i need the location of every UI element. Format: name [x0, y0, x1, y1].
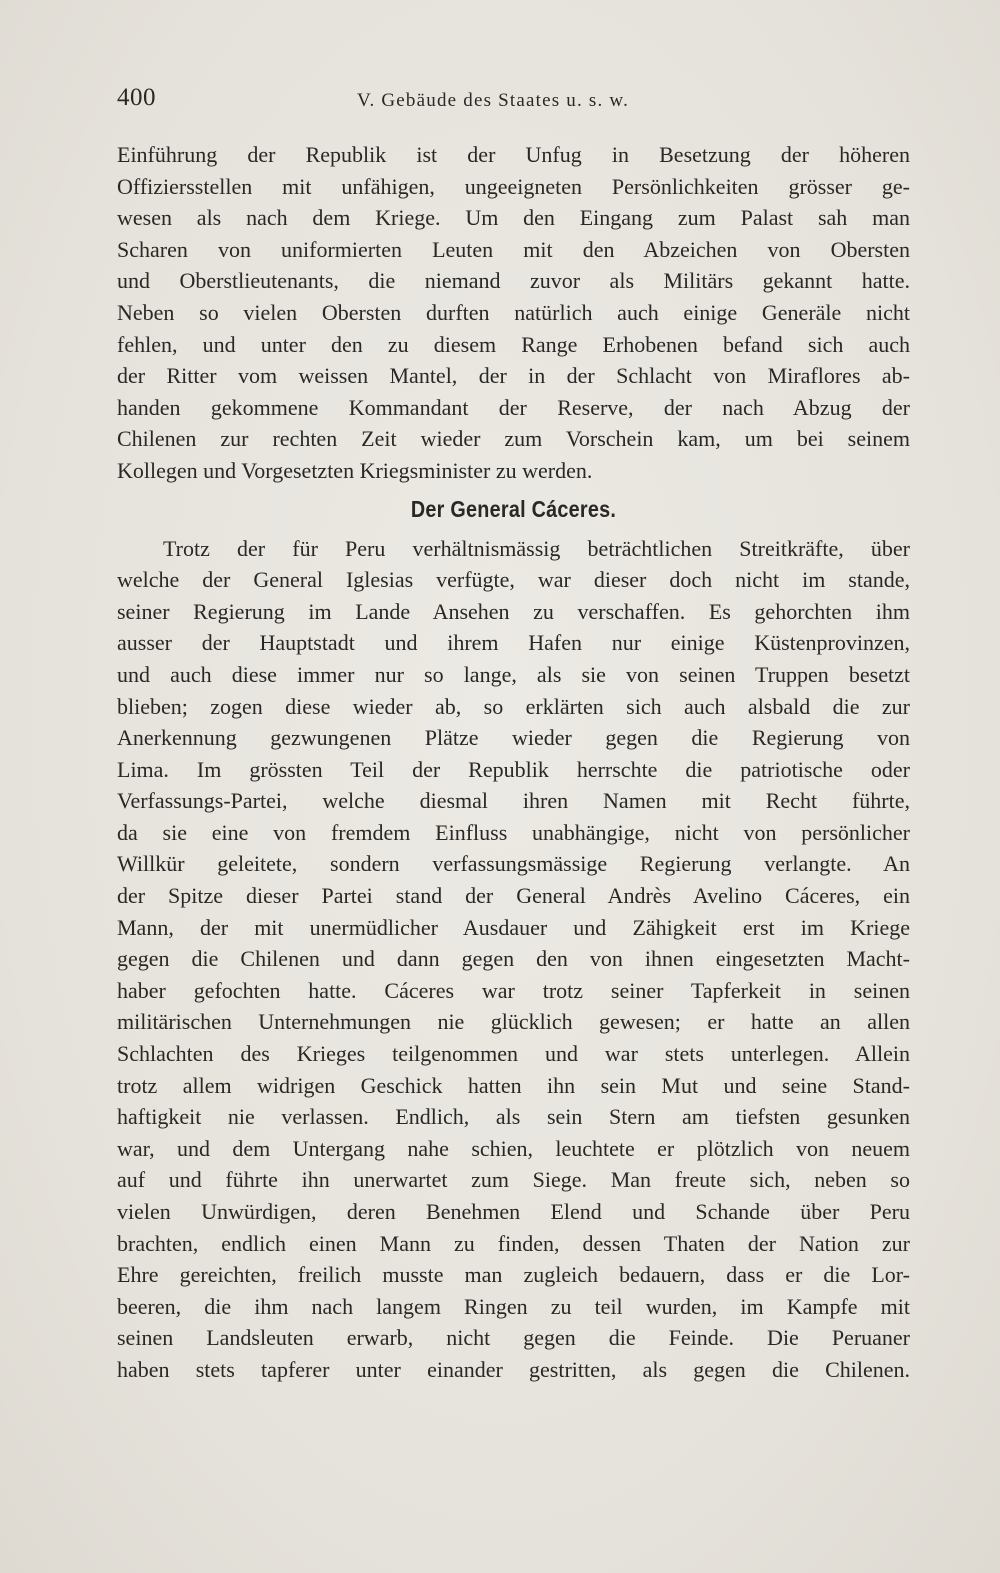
- text-line: vielen Unwürdigen, deren Benehmen Elend und Schande über Peru: [117, 1199, 910, 1224]
- body-text: [117, 139, 910, 1386]
- text-line: Schlachten des Krieges teilgenommen und war stets unterlegen. Allein: [117, 1041, 910, 1067]
- text-line: haftigkeit nie verlassen. Endlich, als sein Stern am tiefsten gesunken: [117, 1104, 910, 1130]
- text-line: militärischen Unternehmungen nie glücklich gewesen; er hatte an allen: [117, 1009, 910, 1035]
- text-line: haben stets tapferer unter einander gestritten, als gegen die Chilenen.: [117, 1356, 910, 1382]
- text-line: haber gefochten hatte. Cáceres war trotz seiner Tapferkeit in seinen: [117, 977, 910, 1003]
- text-line: Offiziersstellen mit unfähigen, ungeeigneten Persönlichkeiten grösser ge-: [117, 173, 910, 199]
- text-line: Einführung der Republik ist der Unfug in Besetzung der höheren: [117, 142, 910, 167]
- text-line: war, und dem Untergang nahe schien, leuchtete er plötzlich von neuem: [117, 1135, 910, 1161]
- paragraph-1: [117, 139, 910, 487]
- text-line: seinen Landsleuten erwarb, nicht gegen die Feinde. Die Peruaner: [117, 1325, 910, 1351]
- text-line: brachten, endlich einen Mann zu finden, dessen Thaten der Nation zur: [117, 1230, 910, 1256]
- text-line: Verfassungs-Partei, welche diesmal ihren Namen mit Recht führte,: [117, 788, 910, 814]
- text-line: fehlen, und unter den zu diesem Range Erhobenen befand sich auch: [117, 331, 910, 357]
- page-header: [117, 84, 910, 118]
- text-line: ausser der Hauptstadt und ihrem Hafen nur einige Küstenprovinzen,: [117, 630, 910, 656]
- text-line: Ehre gereichten, freilich musste man zugleich bedauern, dass er die Lor-: [117, 1262, 910, 1288]
- text-line: blieben; zogen diese wieder ab, so erklärten sich auch alsbald die zur: [117, 693, 910, 719]
- text-line: Neben so vielen Obersten durften natürlich auch einige Generäle nicht: [117, 299, 910, 325]
- text-line: Mann, der mit unermüdlicher Ausdauer und Zähigkeit erst im Kriege: [117, 914, 910, 940]
- text-line: der Spitze dieser Partei stand der General Andrès Avelino Cáceres, ein: [117, 883, 910, 909]
- paragraph-2: [117, 533, 910, 1386]
- section-heading: Der General Cáceres.: [410, 495, 617, 522]
- text-line: beeren, die ihm nach langem Ringen zu teil wurden, im Kampfe mit: [117, 1293, 910, 1319]
- text-line: Trotz der für Peru verhältnismässig beträchtlichen Streitkräfte, über: [163, 535, 910, 561]
- text-line: trotz allem widrigen Geschick hatten ihn sein Mut und seine Stand-: [117, 1072, 910, 1098]
- text-line: Scharen von uniformierten Leuten mit den Abzeichen von Obersten: [117, 236, 910, 262]
- text-line: der Ritter vom weissen Mantel, der in der Schlacht von Miraflores ab-: [117, 363, 910, 389]
- text-line: Lima. Im grössten Teil der Republik herrschte die patriotische oder: [117, 756, 910, 782]
- text-line: Willkür geleitete, sondern verfassungsmässige Regierung verlangte. An: [117, 851, 910, 877]
- running-head: V. Gebäude des Staates u. s. w.: [357, 90, 630, 111]
- text-line: wesen als nach dem Kriege. Um den Eingang zum Palast sah man: [117, 205, 910, 231]
- text-line: und auch diese immer nur so lange, als sie von seinen Truppen besetzt: [117, 661, 910, 687]
- page-number: 400: [117, 84, 156, 111]
- text-line: welche der General Iglesias verfügte, war dieser doch nicht im stande,: [117, 567, 910, 593]
- text-line: auf und führte ihn unerwartet zum Siege. Man freute sich, neben so: [117, 1167, 910, 1193]
- text-line: seiner Regierung im Lande Ansehen zu verschaffen. Es gehorchten ihm: [117, 598, 910, 624]
- text-line: und Oberstlieutenants, die niemand zuvor als Militärs gekannt hatte.: [117, 268, 910, 294]
- text-line: gegen die Chilenen und dann gegen den von ihnen eingesetzten Macht-: [117, 946, 910, 972]
- text-line: da sie eine von fremdem Einfluss unabhängige, nicht von persönlicher: [117, 819, 910, 845]
- text-line: Kollegen und Vorgesetzten Kriegsminister zu werden.: [117, 457, 593, 483]
- text-line: Chilenen zur rechten Zeit wieder zum Vorschein kam, um bei seinem: [117, 426, 910, 452]
- text-line: Anerkennung gezwungenen Plätze wieder gegen die Regierung von: [117, 725, 910, 751]
- text-line: handen gekommene Kommandant der Reserve, der nach Abzug der: [117, 394, 910, 420]
